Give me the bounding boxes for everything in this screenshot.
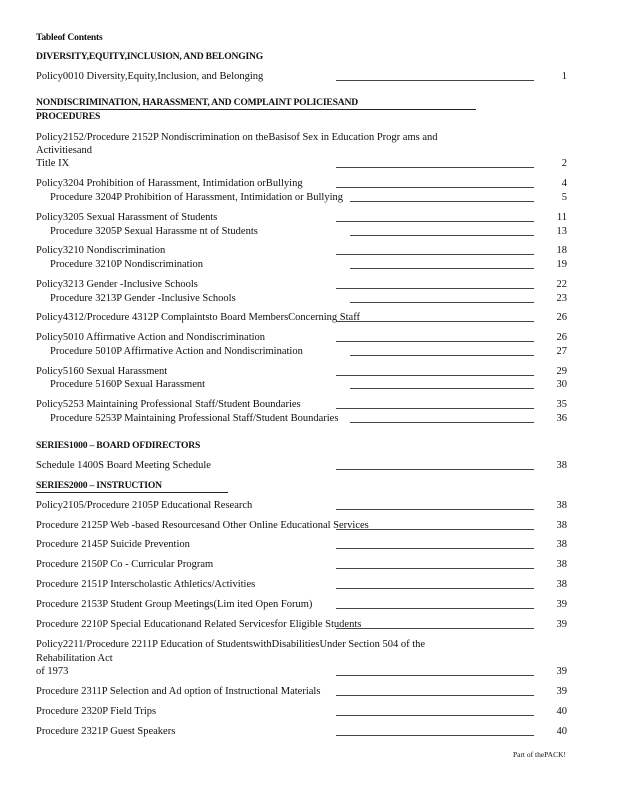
toc-entry-text: Procedure 2151P Interscholastic Athletics/Activities: [36, 579, 256, 590]
leader-line: [350, 302, 534, 303]
toc-entry: [36, 638, 550, 652]
toc-section-heading: [36, 110, 550, 124]
leader-line: [350, 422, 534, 423]
toc-entry: [50, 292, 567, 306]
toc-entry-text: SERIES2000 – INSTRUCTION: [36, 480, 162, 491]
toc-entry: [36, 144, 550, 158]
toc-page-number: 39: [556, 599, 567, 610]
toc-entry-text: Procedure 5010P Affirmative Action and Nondiscrimination: [50, 346, 303, 357]
toc-entry: [36, 244, 567, 258]
toc-page-number: 38: [556, 539, 567, 550]
leader-line: [336, 608, 534, 609]
toc-entry-text: Policy4312/Procedure 4312P Complaintsto Board MembersConcerning Staff: [36, 312, 361, 323]
toc-entry-text: Procedure 2321P Guest Speakers: [36, 726, 176, 737]
toc-entry-text: NONDISCRIMINATION, HARASSMENT, AND COMPLAINT POLICIESAND: [36, 97, 358, 108]
toc-page-number: 26: [556, 312, 567, 323]
toc-entry-text: PROCEDURES: [36, 111, 101, 122]
leader-line: [336, 221, 534, 222]
toc-entry-text: of 1973: [36, 666, 69, 677]
toc-entry-text: Policy3204 Prohibition of Harassment, Intimidation orBullying: [36, 178, 303, 189]
toc-entry: [36, 598, 567, 612]
toc-entry-text: Procedure 5160P Sexual Harassment: [50, 379, 206, 390]
leader-line: [336, 167, 534, 168]
leader-line: [336, 568, 534, 569]
toc-entry-text: Policy3205 Sexual Harassment of Students: [36, 212, 218, 223]
toc-entry-text: Procedure 2150P Co - Curricular Program: [36, 559, 214, 570]
toc-entry: [36, 459, 567, 473]
toc-section-heading: [36, 439, 550, 453]
toc-entry: [50, 345, 567, 359]
toc-page-number: 4: [561, 178, 567, 189]
toc-page-number: 39: [556, 686, 567, 697]
toc-entry: [36, 499, 567, 513]
toc-entry-text: Policy2211/Procedure 2211P Education of StudentswithDisabilitiesUnder Section 504 of the: [36, 639, 426, 650]
toc-entry-text: Policy3213 Gender -Inclusive Schools: [36, 279, 198, 290]
toc-section-heading: [36, 31, 550, 45]
toc-entry: [36, 538, 567, 552]
toc-page-number: 38: [556, 500, 567, 511]
toc-entry: [36, 705, 567, 719]
toc-entry-text: Policy2152/Procedure 2152P Nondiscrimination on theBasisof Sex in Education Progr ams and: [36, 132, 438, 143]
toc-entry: [50, 191, 567, 205]
toc-entry: [50, 412, 567, 426]
toc-page-number: 26: [556, 332, 567, 343]
leader-line: [336, 695, 534, 696]
leader-line: [336, 375, 534, 376]
toc-page-number: 19: [556, 259, 567, 270]
toc-page-number: 2: [561, 158, 567, 169]
leader-line: [336, 408, 534, 409]
toc-entry-text: Policy5010 Affirmative Action and Nondiscrimination: [36, 332, 266, 343]
leader-line: [336, 715, 534, 716]
toc-page-number: 38: [556, 520, 567, 531]
toc-entry: [36, 131, 550, 145]
leader-line: [336, 80, 534, 81]
leader-line: [336, 628, 534, 629]
toc-entry-text: Activitiesand: [36, 145, 92, 156]
toc-entry-text: Procedure 5253P Maintaining Professional Staff/Student Boundaries: [50, 413, 339, 424]
toc-entry-text: Policy3210 Nondiscrimination: [36, 245, 166, 256]
toc-page-number: 40: [556, 726, 567, 737]
toc-entry-text: Title IX: [36, 158, 70, 169]
toc-page-number: 5: [561, 192, 567, 203]
toc-entry: [50, 225, 567, 239]
leader-line: [336, 509, 534, 510]
toc-entry-text: Procedure 2153P Student Group Meetings(Lim ited Open Forum): [36, 599, 313, 610]
toc-entry: [36, 157, 567, 171]
leader-line: [336, 288, 534, 289]
toc-page-number: 11: [556, 212, 567, 223]
toc-page-number: 18: [556, 245, 567, 256]
toc-entry-text: Rehabilitation Act: [36, 653, 113, 664]
leader-line: [350, 355, 534, 356]
toc-section-heading: [36, 96, 550, 110]
heading-underline: [36, 492, 228, 493]
toc-entry: [50, 258, 567, 272]
toc-entry-text: Procedure 2145P Suicide Prevention: [36, 539, 190, 550]
leader-line: [336, 735, 534, 736]
toc-page-number: 35: [556, 399, 567, 410]
toc-page-number: 29: [556, 366, 567, 377]
toc-entry: [36, 177, 567, 191]
toc-entry-text: Procedure 3204P Prohibition of Harassment, Intimidation or Bullying: [50, 192, 343, 203]
leader-line: [350, 235, 534, 236]
leader-line: [350, 268, 534, 269]
toc-entry-text: Policy5160 Sexual Harassment: [36, 366, 168, 377]
toc-entry: [36, 652, 550, 666]
page-footer: Part of thePACK!: [512, 750, 566, 759]
toc-page-number: 39: [556, 619, 567, 630]
toc-entry: [36, 558, 567, 572]
toc-entry-text: SERIES1000 – BOARD OFDIRECTORS: [36, 440, 201, 451]
leader-line: [336, 529, 534, 530]
toc-entry-text: Procedure 2125P Web -based Resourcesand Other Online Educational Services: [36, 520, 369, 531]
toc-page-number: 40: [556, 706, 567, 717]
toc-entry: [36, 618, 567, 632]
toc-entry: [36, 665, 567, 679]
toc-entry: [36, 685, 567, 699]
leader-line: [336, 187, 534, 188]
leader-line: [350, 201, 534, 202]
toc-entry: [36, 398, 567, 412]
leader-line: [336, 341, 534, 342]
toc-entry: [36, 211, 567, 225]
toc-page-number: 27: [556, 346, 567, 357]
toc-entry-text: Procedure 2210P Special Educationand Related Servicesfor Eligible Students: [36, 619, 362, 630]
toc-page-number: 1: [561, 71, 567, 82]
toc-entry: [36, 519, 567, 533]
toc-entry-text: Procedure 3213P Gender -Inclusive Schools: [50, 293, 236, 304]
toc-entry: [36, 311, 567, 325]
leader-line: [336, 321, 534, 322]
toc-entry: [50, 378, 567, 392]
toc-page-number: 39: [556, 666, 567, 677]
toc-entry-text: Procedure 3210P Nondiscrimination: [50, 259, 204, 270]
toc-page-number: 22: [556, 279, 567, 290]
leader-line: [336, 588, 534, 589]
toc-page-number: 38: [556, 579, 567, 590]
toc-page-number: 38: [556, 559, 567, 570]
toc-page-number: 30: [556, 379, 567, 390]
toc-entry-text: Tableof Contents: [36, 32, 103, 43]
leader-line: [336, 469, 534, 470]
toc-entry-text: Schedule 1400S Board Meeting Schedule: [36, 460, 211, 471]
toc-page-number: 36: [556, 413, 567, 424]
toc-entry-text: Procedure 2320P Field Trips: [36, 706, 157, 717]
leader-line: [336, 254, 534, 255]
leader-line: [336, 548, 534, 549]
toc-page-number: 23: [556, 293, 567, 304]
toc-section-heading: [36, 50, 550, 64]
toc-entry-text: Policy5253 Maintaining Professional Staff/Student Boundaries: [36, 399, 301, 410]
toc-entry: [36, 70, 567, 84]
toc-entry: [36, 578, 567, 592]
toc-entry-text: Policy2105/Procedure 2105P Educational Research: [36, 500, 253, 511]
toc-entry-text: Procedure 2311P Selection and Ad option of Instructional Materials: [36, 686, 321, 697]
toc-entry-text: DIVERSITY,EQUITY,INCLUSION, AND BELONGING: [36, 51, 264, 62]
toc-section-heading: [36, 479, 550, 493]
toc-page-number: 38: [556, 460, 567, 471]
toc-entry: [36, 331, 567, 345]
leader-line: [350, 388, 534, 389]
leader-line: [336, 675, 534, 676]
toc-entry-text: Policy0010 Diversity,Equity,Inclusion, and Belonging: [36, 71, 264, 82]
toc-entry-text: Procedure 3205P Sexual Harassme nt of Students: [50, 226, 258, 237]
toc-page-number: 13: [556, 226, 567, 237]
toc-entry: [36, 725, 567, 739]
toc-entry: [36, 278, 567, 292]
toc-entry: [36, 365, 567, 379]
